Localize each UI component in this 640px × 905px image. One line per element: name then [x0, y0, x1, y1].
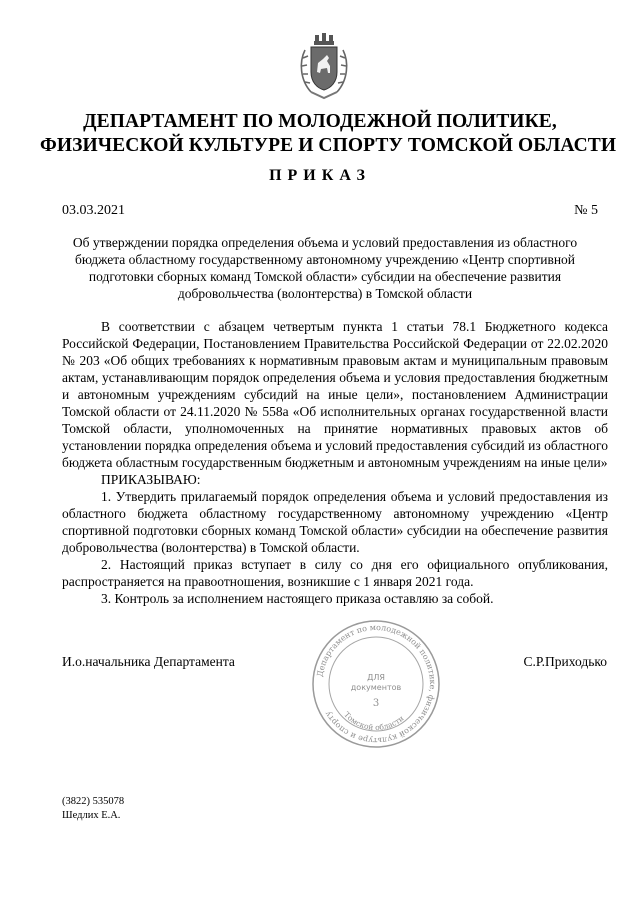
order-subject: Об утверждении порядка определения объема и условий предоставления из областного бюджета областному государственному автономному учреждению «Центр спортивной подготовки сборных команд Томской области» субсидии на обеспечение развития добровольчества (волонтерства) в Томской области — [72, 235, 578, 301]
executor-phone: (3822) 535078 — [62, 796, 125, 807]
department-title-line2: ФИЗИЧЕСКОЙ КУЛЬТУРЕ И СПОРТУ ТОМСКОЙ ОБЛАСТИ — [40, 135, 617, 156]
stamp-center-number: 3 — [372, 698, 380, 709]
department-title-line1: ДЕПАРТАМЕНТ ПО МОЛОДЕЖНОЙ ПОЛИТИКЕ, — [83, 111, 557, 132]
department-title — [40, 110, 617, 158]
order-date: 03.03.2021 — [62, 203, 125, 218]
order-body — [62, 318, 608, 607]
executor-footer — [62, 795, 124, 823]
signer-position: И.о.начальника Департамента — [62, 654, 235, 669]
signer-name: С.Р.Приходько — [523, 654, 607, 669]
order-item-3: 3. Контроль за исполнением настоящего приказа оставляю за собой. — [101, 591, 494, 606]
official-stamp — [310, 618, 442, 750]
svg-text:Томской области — [342, 710, 405, 732]
stamp-outer-text: Департамент по молодежной политике, физической культуре и спорту — [315, 622, 438, 746]
order-number: № 5 — [574, 203, 598, 218]
preamble-paragraph: В соответствии с абзацем четвертым пункта 1 статьи 78.1 Бюджетного кодекса Российской Федерации, Постановлением Правительства Российской Федерации от 22.02.2020 № 203 «Об общих требованиях к нормативным правовым актам и муниципальным правовым актам, устанавливающим порядок определения объема и условия предоставления бюджетным и автономным учреждениям субсидий на иные цели», постановлением Администрации Томской области от 24.11.2020 № 558а «Об исполнительных органах государственной власти Томской области, уполномоченных на принятие нормативных правовых актов об установлении порядка определения объема и условий предоставления субсидий из областного бюджета областным государственным бюджетным и автономным учреждениям на иные цели» — [62, 319, 608, 470]
order-word: ПРИКАЗЫВАЮ: — [101, 472, 201, 487]
stamp-center-line1: ДЛЯ — [367, 673, 385, 682]
coat-of-arms-emblem — [297, 32, 351, 100]
executor-name: Шедлих Е.А. — [62, 810, 121, 821]
crown-icon — [314, 33, 334, 45]
order-item-2: 2. Настоящий приказ вступает в силу со дня его официального опубликования, распространяется на правоотношения, возникшие с 1 января 2021 года. — [62, 557, 608, 589]
stamp-region-text: Томской области — [342, 710, 406, 733]
order-item-1: 1. Утвердить прилагаемый порядок определения объема и условий предоставления из областного бюджета областному государственному автономному учреждению «Центр спортивной подготовки сборных команд Томской области» субсидии на обеспечение развития добровольчества (волонтерства) в Томской области. — [62, 489, 608, 555]
stamp-center-line2: документов — [350, 683, 402, 692]
order-title: ПРИКАЗ — [269, 167, 371, 184]
